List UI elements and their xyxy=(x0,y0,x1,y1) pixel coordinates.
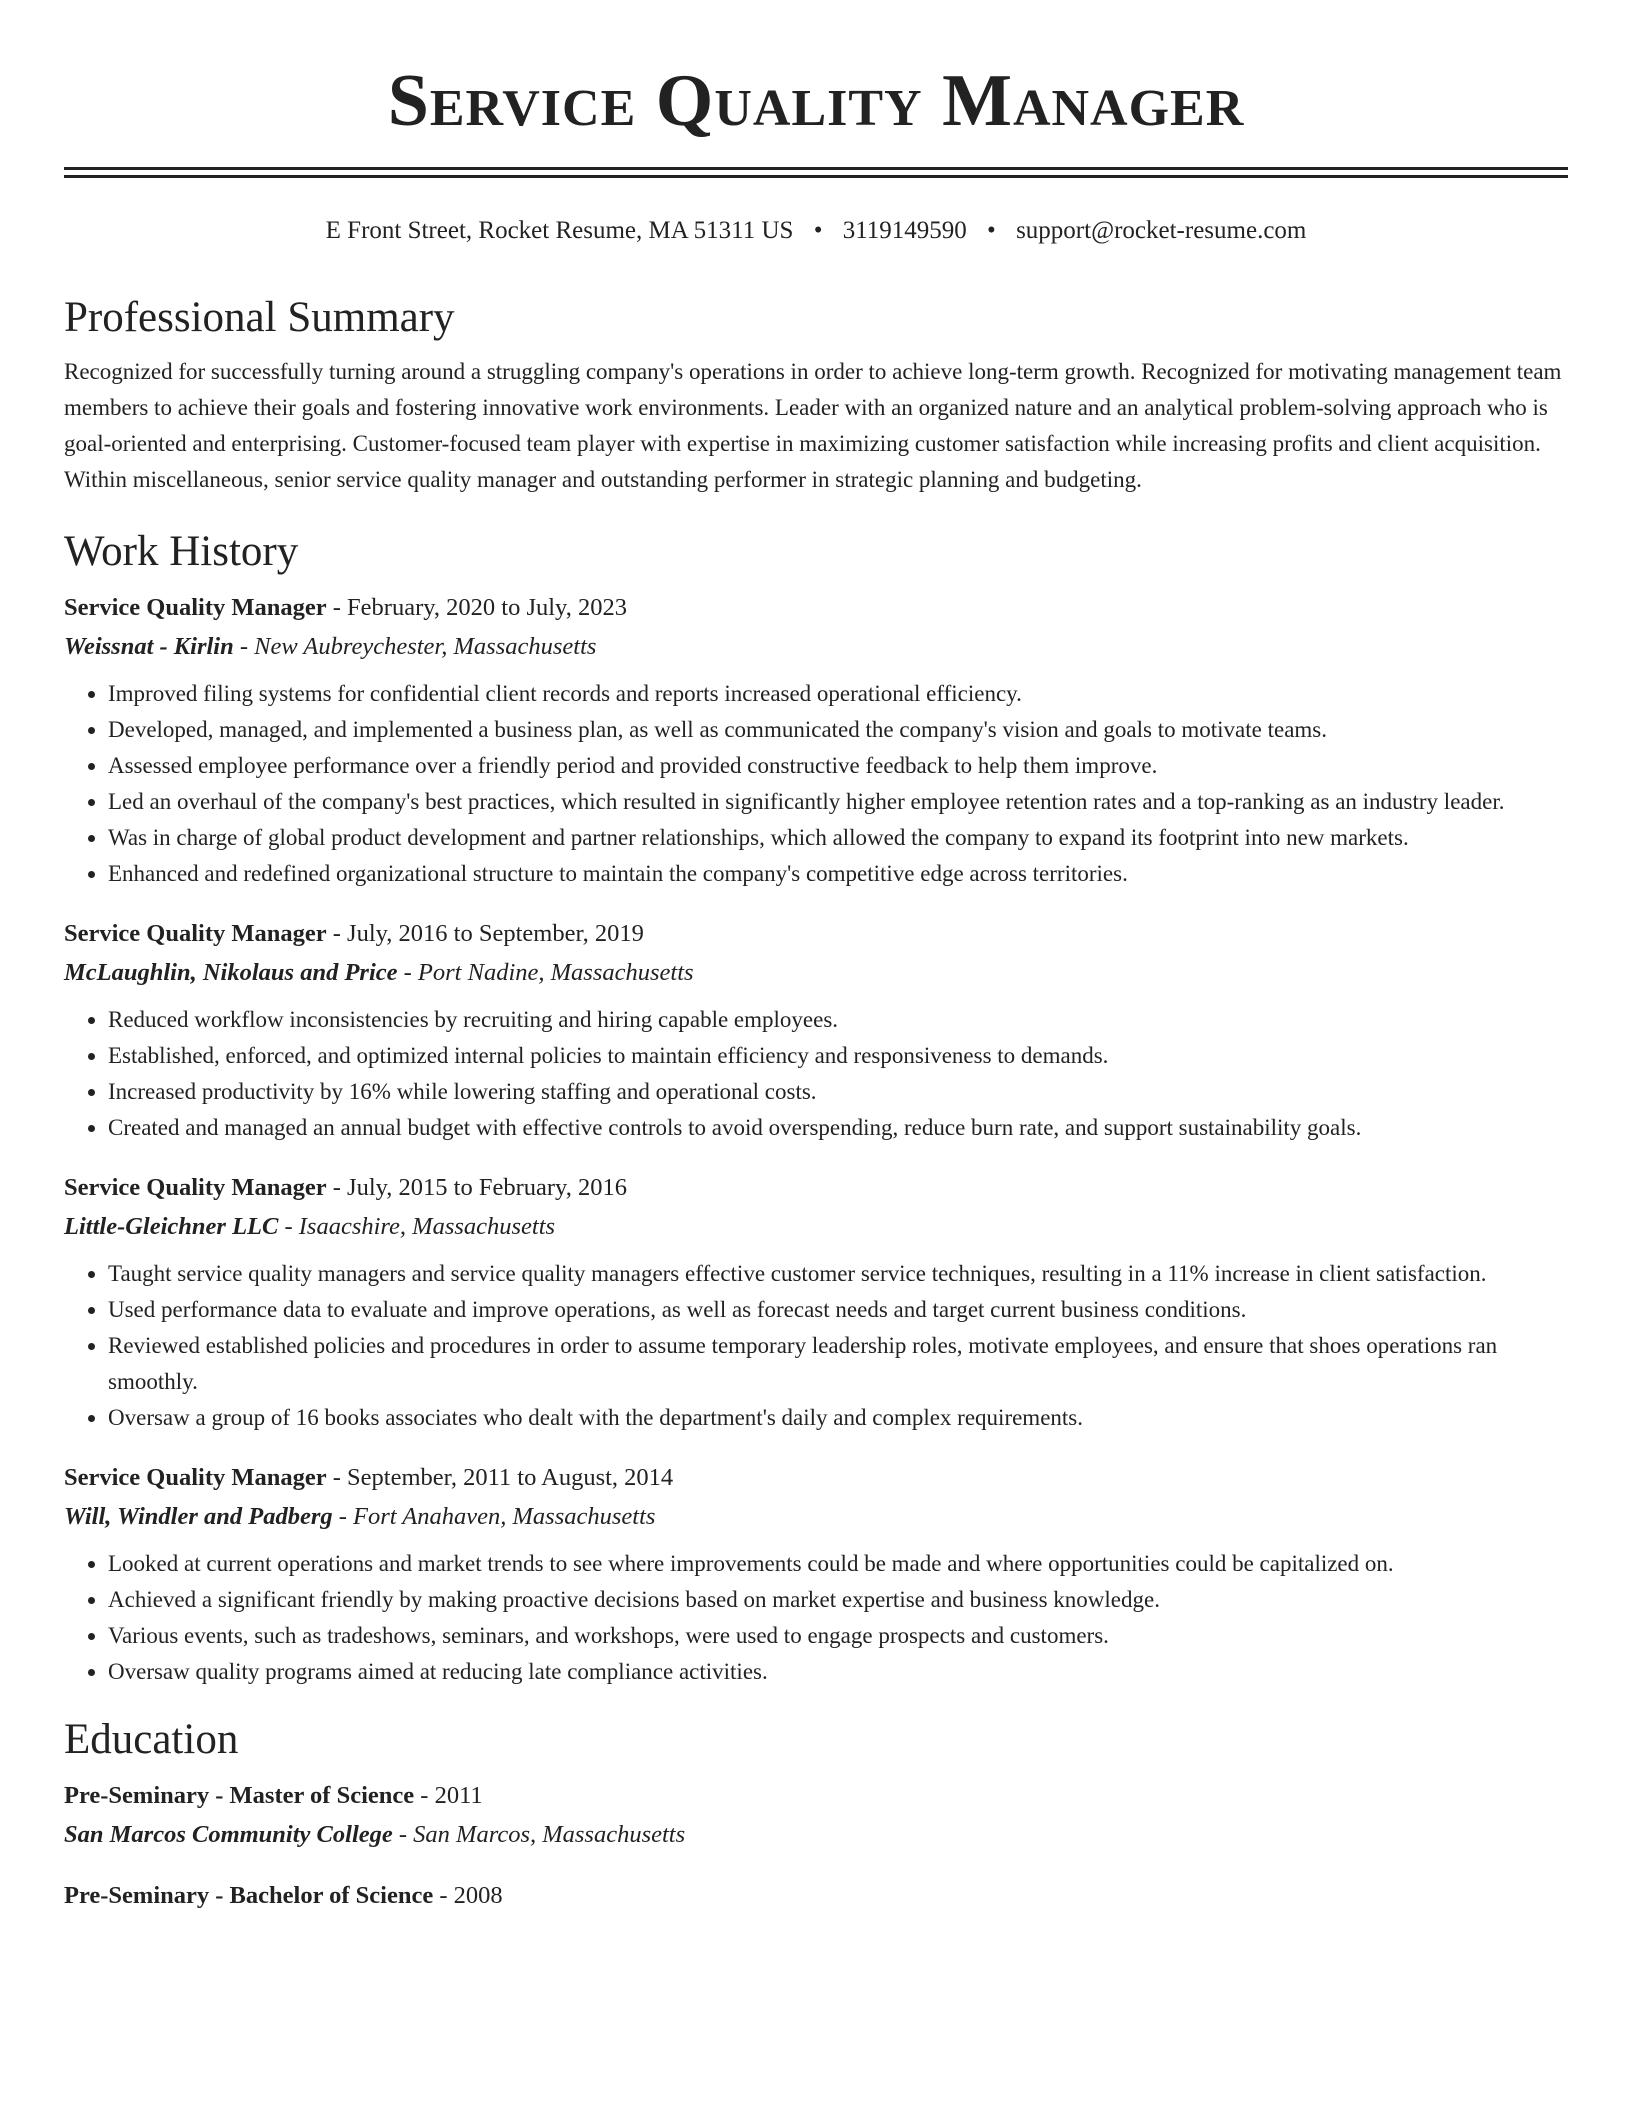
resume-title: Service Quality Manager xyxy=(387,60,1245,142)
education-entry xyxy=(64,1876,1568,1915)
job-bullet: • Created and managed an annual budget with effective controls to avoid overspending, reduce burn rate, and support sustainability goals. xyxy=(108,1110,1568,1146)
education-year: - 2008 xyxy=(433,1882,503,1909)
education-degree-line xyxy=(64,1776,1568,1815)
job-bullet: • Was in charge of global product development and partner relationships, which allowed the company to expand its footprint into new markets. xyxy=(108,820,1568,856)
job-dates: - September, 2011 to August, 2014 xyxy=(326,1464,674,1491)
job-entry xyxy=(64,588,1568,892)
job-company-line xyxy=(64,1497,1568,1536)
education-school-line xyxy=(64,1815,1568,1854)
job-role: Service Quality Manager xyxy=(64,920,327,947)
job-company-line xyxy=(64,627,1568,666)
job-bullet: • Reviewed established policies and procedures in order to assume temporary leadership roles, motivate employees, and ensure that shoes operations ran smoothly. xyxy=(108,1328,1568,1400)
job-company: Will, Windler and Padberg xyxy=(64,1503,333,1530)
job-bullets xyxy=(64,676,1568,892)
job-bullet: • Achieved a significant friendly by making proactive decisions based on market expertise and business knowledge. xyxy=(108,1582,1568,1618)
job-dates: - February, 2020 to July, 2023 xyxy=(326,594,627,621)
job-bullets xyxy=(64,1546,1568,1690)
job-location: - Fort Anahaven, Massachusetts xyxy=(332,1503,656,1530)
job-title-line xyxy=(64,914,1568,953)
job-location: - Port Nadine, Massachusetts xyxy=(397,959,694,986)
contact-address: E Front Street, Rocket Resume, MA 51311 US xyxy=(325,217,794,244)
summary-heading: Professional Summary xyxy=(64,294,455,341)
job-company: McLaughlin, Nikolaus and Price xyxy=(64,959,398,986)
education-school: San Marcos Community College xyxy=(64,1821,393,1848)
contact-email: support@rocket-resume.com xyxy=(1016,217,1307,244)
work-history-heading: Work History xyxy=(64,528,299,575)
job-bullet: • Looked at current operations and market trends to see where improvements could be made and where opportunities could be capitalized on. xyxy=(108,1546,1568,1582)
job-role: Service Quality Manager xyxy=(64,1174,327,1201)
job-role: Service Quality Manager xyxy=(64,1464,327,1491)
job-bullet: • Oversaw a group of 16 books associates who dealt with the department's daily and complex requirements. xyxy=(108,1400,1568,1436)
job-bullet: • Improved filing systems for confidential client records and reports increased operational efficiency. xyxy=(108,676,1568,712)
job-dates: - July, 2015 to February, 2016 xyxy=(326,1174,627,1201)
summary-section xyxy=(64,290,1568,498)
contact-phone: 3119149590 xyxy=(842,217,967,244)
job-location: - New Aubreychester, Massachusetts xyxy=(233,633,597,660)
job-bullet: • Increased productivity by 16% while lowering staffing and operational costs. xyxy=(108,1074,1568,1110)
job-bullet: • Enhanced and redefined organizational structure to maintain the company's competitive edge across territories. xyxy=(108,856,1568,892)
education-year: - 2011 xyxy=(414,1782,483,1809)
job-dates: - July, 2016 to September, 2019 xyxy=(326,920,644,947)
job-bullet: • Reduced workflow inconsistencies by recruiting and hiring capable employees. xyxy=(108,1002,1568,1038)
job-location: - Isaacshire, Massachusetts xyxy=(278,1213,556,1240)
education-heading: Education xyxy=(64,1716,239,1763)
job-bullet: • Led an overhaul of the company's best practices, which resulted in significantly higher employee retention rates and a top-ranking as an industry leader. xyxy=(108,784,1568,820)
education-degree: Pre-Seminary - Master of Science xyxy=(64,1782,415,1809)
job-bullet: • Developed, managed, and implemented a business plan, as well as communicated the company's vision and goals to motivate teams. xyxy=(108,712,1568,748)
job-bullet: • Various events, such as tradeshows, seminars, and workshops, were used to engage prospects and customers. xyxy=(108,1618,1568,1654)
education-entry xyxy=(64,1776,1568,1854)
job-company: Little-Gleichner LLC xyxy=(64,1213,279,1240)
job-bullet: • Assessed employee performance over a friendly period and provided constructive feedback to help them improve. xyxy=(108,748,1568,784)
job-bullet: • Taught service quality managers and service quality managers effective customer service techniques, resulting in a 11% increase in client satisfaction. xyxy=(108,1256,1568,1292)
job-bullets xyxy=(64,1002,1568,1146)
title-divider-bottom xyxy=(64,175,1568,178)
job-bullet: • Used performance data to evaluate and improve operations, as well as forecast needs and target current business conditions. xyxy=(108,1292,1568,1328)
job-company: Weissnat - Kirlin xyxy=(64,633,234,660)
job-bullet: • Oversaw quality programs aimed at reducing late compliance activities. xyxy=(108,1654,1568,1690)
work-history-section xyxy=(64,524,1568,1690)
contact-separator: • xyxy=(987,217,996,244)
job-company-line xyxy=(64,1207,1568,1246)
job-title-line xyxy=(64,1458,1568,1497)
job-entry xyxy=(64,914,1568,1146)
job-role: Service Quality Manager xyxy=(64,594,327,621)
contact-separator: • xyxy=(813,217,823,244)
education-section xyxy=(64,1712,1568,1915)
job-bullets xyxy=(64,1256,1568,1436)
contact-line xyxy=(0,214,1632,248)
job-company-line xyxy=(64,953,1568,992)
job-title-line xyxy=(64,1168,1568,1207)
title-divider-top xyxy=(64,167,1568,170)
job-title-line xyxy=(64,588,1568,627)
job-entry xyxy=(64,1168,1568,1436)
job-bullet: • Established, enforced, and optimized internal policies to maintain efficiency and responsiveness to demands. xyxy=(108,1038,1568,1074)
summary-text: Recognized for successfully turning around a struggling company's operations in order to achieve long-term growth. Recognized for motivating management team members to achieve their goals and fostering innovative work environments. Leader with an organized nature and an analytical problem-solving approach who is goal-oriented and enterprising. Customer-focused team player with expertise in maximizing customer satisfaction while increasing profits and client acquisition. Within miscellaneous, senior service quality manager and outstanding performer in strategic planning and budgeting. xyxy=(64,359,1562,492)
education-degree: Pre-Seminary - Bachelor of Science xyxy=(64,1882,434,1909)
education-location: - San Marcos, Massachusetts xyxy=(392,1821,686,1848)
resume-content xyxy=(64,290,1568,1937)
job-entry xyxy=(64,1458,1568,1690)
education-degree-line xyxy=(64,1876,1568,1915)
